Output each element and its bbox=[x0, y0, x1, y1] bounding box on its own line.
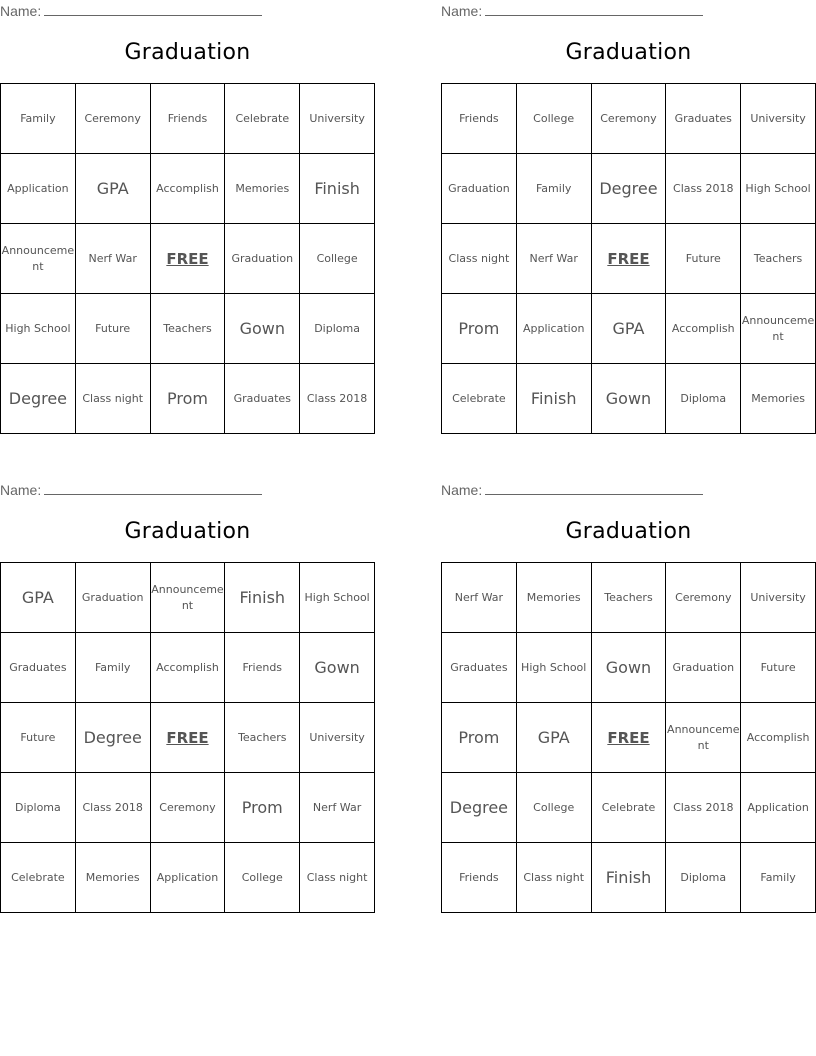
bingo-cell[interactable]: Finish bbox=[591, 843, 666, 913]
bingo-cell[interactable]: College bbox=[516, 773, 591, 843]
bingo-row bbox=[1, 563, 375, 633]
bingo-cell[interactable]: Graduates bbox=[1, 633, 76, 703]
bingo-cell[interactable]: Class 2018 bbox=[666, 154, 741, 224]
bingo-row bbox=[1, 84, 375, 154]
bingo-cell[interactable]: Accomplish bbox=[150, 633, 225, 703]
bingo-cell[interactable]: Prom bbox=[442, 294, 517, 364]
bingo-cell[interactable]: Diploma bbox=[666, 843, 741, 913]
bingo-cell[interactable]: Celebrate bbox=[591, 773, 666, 843]
bingo-grid bbox=[0, 562, 375, 913]
bingo-cell[interactable]: Diploma bbox=[666, 364, 741, 434]
bingo-cell[interactable]: Family bbox=[516, 154, 591, 224]
bingo-cell[interactable]: Graduation bbox=[225, 224, 300, 294]
bingo-cell[interactable]: Accomplish bbox=[666, 294, 741, 364]
name-label: Name: bbox=[0, 482, 42, 498]
bingo-cell[interactable]: Diploma bbox=[300, 294, 375, 364]
name-underline[interactable] bbox=[44, 481, 262, 495]
bingo-card-3 bbox=[0, 479, 375, 913]
bingo-cell[interactable]: Application bbox=[150, 843, 225, 913]
bingo-cell[interactable]: University bbox=[741, 84, 816, 154]
bingo-cell[interactable]: Friends bbox=[225, 633, 300, 703]
name-field[interactable] bbox=[0, 481, 262, 498]
bingo-row bbox=[442, 84, 816, 154]
bingo-cell[interactable]: GPA bbox=[516, 703, 591, 773]
bingo-cell[interactable]: Announcement bbox=[666, 703, 741, 773]
bingo-cell[interactable]: Memories bbox=[225, 154, 300, 224]
bingo-cell[interactable]: Memories bbox=[516, 563, 591, 633]
bingo-cell[interactable]: University bbox=[300, 703, 375, 773]
bingo-cell[interactable]: Family bbox=[1, 84, 76, 154]
bingo-cell[interactable]: High School bbox=[741, 154, 816, 224]
bingo-cell[interactable]: Prom bbox=[225, 773, 300, 843]
bingo-row bbox=[442, 633, 816, 703]
bingo-cell[interactable]: Graduation bbox=[442, 154, 517, 224]
bingo-cell[interactable]: Celebrate bbox=[225, 84, 300, 154]
bingo-card-4 bbox=[441, 479, 816, 913]
card-title: Graduation bbox=[565, 519, 692, 544]
bingo-row bbox=[442, 703, 816, 773]
bingo-row bbox=[442, 294, 816, 364]
name-underline[interactable] bbox=[485, 2, 703, 16]
bingo-cell[interactable]: Gown bbox=[591, 364, 666, 434]
bingo-card-2 bbox=[441, 0, 816, 434]
bingo-grid bbox=[441, 562, 816, 913]
bingo-cell[interactable]: GPA bbox=[1, 563, 76, 633]
bingo-cell[interactable]: University bbox=[741, 563, 816, 633]
bingo-cell[interactable]: College bbox=[516, 84, 591, 154]
bingo-cell[interactable]: Friends bbox=[150, 84, 225, 154]
bingo-cell[interactable]: Future bbox=[75, 294, 150, 364]
bingo-row bbox=[1, 703, 375, 773]
bingo-row bbox=[442, 563, 816, 633]
bingo-cell[interactable]: Diploma bbox=[1, 773, 76, 843]
bingo-cell[interactable]: Class 2018 bbox=[666, 773, 741, 843]
bingo-row bbox=[442, 154, 816, 224]
bingo-cell[interactable]: GPA bbox=[75, 154, 150, 224]
bingo-cell[interactable]: Future bbox=[1, 703, 76, 773]
bingo-card-1 bbox=[0, 0, 375, 434]
bingo-cell[interactable]: University bbox=[300, 84, 375, 154]
bingo-cell[interactable]: Degree bbox=[591, 154, 666, 224]
bingo-cell[interactable]: Celebrate bbox=[442, 364, 517, 434]
bingo-row bbox=[442, 224, 816, 294]
free-space[interactable]: FREE bbox=[150, 224, 225, 294]
bingo-cell[interactable]: Degree bbox=[1, 364, 76, 434]
bingo-cell[interactable]: Announcement bbox=[1, 224, 76, 294]
bingo-cell[interactable]: Graduates bbox=[442, 633, 517, 703]
bingo-cell[interactable]: Ceremony bbox=[75, 84, 150, 154]
bingo-cell[interactable]: Gown bbox=[591, 633, 666, 703]
card-title: Graduation bbox=[124, 40, 251, 65]
bingo-cell[interactable]: Announcement bbox=[741, 294, 816, 364]
bingo-row bbox=[442, 843, 816, 913]
bingo-cell[interactable]: Application bbox=[516, 294, 591, 364]
bingo-cell[interactable]: Gown bbox=[225, 294, 300, 364]
bingo-cell[interactable]: GPA bbox=[591, 294, 666, 364]
bingo-cell[interactable]: Family bbox=[75, 633, 150, 703]
bingo-cell[interactable]: College bbox=[300, 224, 375, 294]
bingo-cell[interactable]: Class night bbox=[75, 364, 150, 434]
bingo-row bbox=[1, 364, 375, 434]
bingo-cell[interactable]: Graduates bbox=[225, 364, 300, 434]
card-title: Graduation bbox=[565, 40, 692, 65]
bingo-cell[interactable]: Teachers bbox=[741, 224, 816, 294]
bingo-row bbox=[1, 294, 375, 364]
bingo-row bbox=[442, 773, 816, 843]
bingo-cell[interactable]: Ceremony bbox=[591, 84, 666, 154]
bingo-cell[interactable]: Announcement bbox=[150, 563, 225, 633]
bingo-cell[interactable]: Teachers bbox=[150, 294, 225, 364]
bingo-cell[interactable]: Prom bbox=[150, 364, 225, 434]
bingo-cell[interactable]: Graduation bbox=[75, 563, 150, 633]
name-field[interactable] bbox=[0, 2, 262, 19]
name-field[interactable] bbox=[441, 481, 703, 498]
bingo-cell[interactable]: Class night bbox=[442, 224, 517, 294]
bingo-cell[interactable]: Class 2018 bbox=[300, 364, 375, 434]
bingo-cell[interactable]: High School bbox=[300, 563, 375, 633]
bingo-cell[interactable]: Ceremony bbox=[666, 563, 741, 633]
name-label: Name: bbox=[441, 3, 483, 19]
bingo-row bbox=[1, 773, 375, 843]
name-underline[interactable] bbox=[44, 2, 262, 16]
bingo-row bbox=[1, 633, 375, 703]
bingo-cell[interactable]: Application bbox=[741, 773, 816, 843]
bingo-cell[interactable]: Nerf War bbox=[442, 563, 517, 633]
bingo-cell[interactable]: Memories bbox=[741, 364, 816, 434]
bingo-cell[interactable]: Degree bbox=[75, 703, 150, 773]
bingo-cell[interactable]: Memories bbox=[75, 843, 150, 913]
bingo-cell[interactable]: Application bbox=[1, 154, 76, 224]
bingo-cell[interactable]: Nerf War bbox=[300, 773, 375, 843]
name-field[interactable] bbox=[441, 2, 703, 19]
bingo-cell[interactable]: Ceremony bbox=[150, 773, 225, 843]
bingo-cell[interactable]: Graduates bbox=[666, 84, 741, 154]
bingo-cell[interactable]: Accomplish bbox=[150, 154, 225, 224]
bingo-row bbox=[1, 224, 375, 294]
bingo-cell[interactable]: Teachers bbox=[591, 563, 666, 633]
bingo-cell[interactable]: Graduation bbox=[666, 633, 741, 703]
bingo-cell[interactable]: High School bbox=[1, 294, 76, 364]
bingo-cell[interactable]: Family bbox=[741, 843, 816, 913]
name-label: Name: bbox=[0, 3, 42, 19]
free-space[interactable]: FREE bbox=[591, 224, 666, 294]
bingo-cell[interactable]: Future bbox=[666, 224, 741, 294]
bingo-cell[interactable]: Prom bbox=[442, 703, 517, 773]
bingo-cell[interactable]: Teachers bbox=[225, 703, 300, 773]
bingo-cell[interactable]: Gown bbox=[300, 633, 375, 703]
bingo-cell[interactable]: High School bbox=[516, 633, 591, 703]
bingo-cell[interactable]: Friends bbox=[442, 84, 517, 154]
bingo-cell[interactable]: Nerf War bbox=[75, 224, 150, 294]
name-label: Name: bbox=[441, 482, 483, 498]
bingo-grid bbox=[0, 83, 375, 434]
bingo-cell[interactable]: Accomplish bbox=[741, 703, 816, 773]
bingo-row bbox=[442, 364, 816, 434]
bingo-cell[interactable]: Future bbox=[741, 633, 816, 703]
bingo-cell[interactable]: Class night bbox=[516, 843, 591, 913]
bingo-cell[interactable]: Friends bbox=[442, 843, 517, 913]
bingo-cell[interactable]: College bbox=[225, 843, 300, 913]
free-space[interactable]: FREE bbox=[150, 703, 225, 773]
bingo-row bbox=[1, 843, 375, 913]
bingo-cell[interactable]: Celebrate bbox=[1, 843, 76, 913]
free-space[interactable]: FREE bbox=[591, 703, 666, 773]
bingo-cell[interactable]: Finish bbox=[225, 563, 300, 633]
bingo-cell[interactable]: Finish bbox=[516, 364, 591, 434]
bingo-cell[interactable]: Class 2018 bbox=[75, 773, 150, 843]
card-title: Graduation bbox=[124, 519, 251, 544]
bingo-cell[interactable]: Nerf War bbox=[516, 224, 591, 294]
bingo-cell[interactable]: Finish bbox=[300, 154, 375, 224]
bingo-row bbox=[1, 154, 375, 224]
bingo-cell[interactable]: Degree bbox=[442, 773, 517, 843]
bingo-cell[interactable]: Class night bbox=[300, 843, 375, 913]
bingo-grid bbox=[441, 83, 816, 434]
name-underline[interactable] bbox=[485, 481, 703, 495]
